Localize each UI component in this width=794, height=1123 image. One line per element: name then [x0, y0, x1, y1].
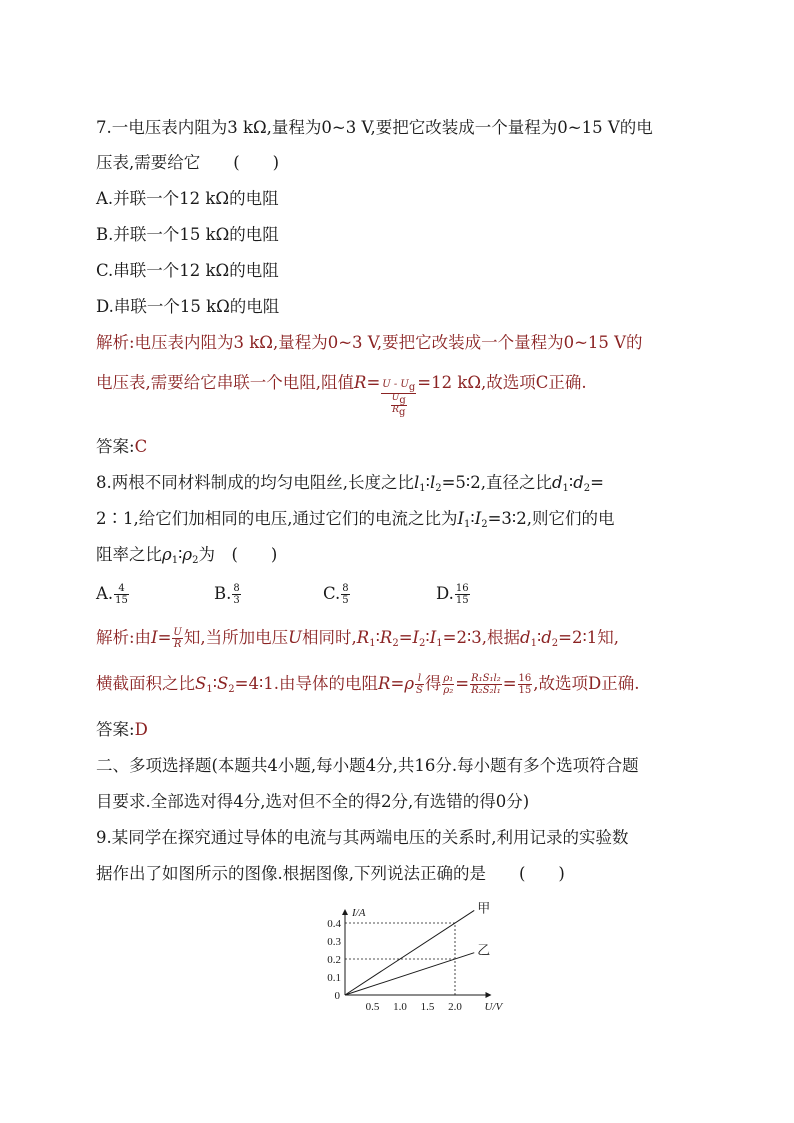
q8-s1b: l	[414, 473, 420, 492]
q8-a1d: 知,当所加电压	[183, 628, 289, 647]
q8-s2c: 1	[464, 519, 471, 530]
q8-a1-fn: U	[173, 627, 182, 638]
q8-answer-value: D	[134, 720, 148, 739]
q8-option-c	[323, 583, 351, 606]
y-tick-label: 0.3	[327, 936, 341, 948]
q8-s2g: =3∶2,则它们的电	[487, 509, 615, 528]
q8-option-d-label: D.	[436, 584, 454, 603]
y-tick-label: 0.1	[327, 972, 341, 984]
q8-option-b-num: 8	[233, 583, 240, 594]
q7-option-b: B.并联一个15 kΩ的电阻	[96, 225, 279, 244]
q8-stem-line2	[96, 508, 614, 536]
q8-stem-line3	[96, 544, 277, 572]
q8-option-d	[436, 583, 471, 606]
q8-stem-line1	[96, 472, 604, 500]
q8-a1v: d	[541, 628, 552, 647]
section2-heading-line1: 二、多项选择题(本题共4小题,每小题4分,共16分.每小题有多个选项符合题	[96, 756, 639, 775]
q8-a2b: S	[195, 674, 207, 693]
q8-a2f: 2	[228, 684, 235, 695]
q8-answer-label: 答案:	[96, 720, 135, 739]
q7-fraction-denominator	[381, 394, 416, 417]
q8-option-a	[96, 583, 130, 606]
q8-s1j: ∶	[568, 473, 574, 492]
x-tick-label: 0.5	[365, 1001, 380, 1013]
q8-s3f: 2	[192, 555, 199, 566]
q8-s1c: 1	[419, 483, 426, 494]
q8-answer	[96, 719, 148, 741]
q7-num-text: U - U	[382, 379, 409, 390]
q8-option-b	[214, 583, 242, 606]
q8-a1r: =2∶3,根据	[442, 628, 520, 647]
q7-analysis-fraction	[381, 379, 416, 417]
q8-a1j: R	[379, 628, 393, 647]
q8-option-b-den: 3	[233, 595, 240, 606]
q7-num-sub: g	[408, 382, 416, 393]
q7-option-c: C.串联一个12 kΩ的电阻	[96, 261, 279, 280]
q8-a2a: 横截面积之比	[96, 674, 195, 693]
q8-s1m: =	[590, 473, 604, 492]
q8-s2f: 2	[481, 519, 488, 530]
q7-option-d: D.串联一个15 kΩ的电阻	[96, 297, 280, 316]
q8-a1m: I	[412, 628, 420, 647]
q8-s1f: 2	[435, 483, 442, 494]
q8-option-d-den: 15	[455, 595, 469, 606]
q8-a2-f2n: ρ₁	[443, 673, 454, 684]
q8-a1h: 1	[369, 638, 376, 649]
q8-s3c: 1	[171, 555, 179, 566]
q8-s1k: d	[573, 473, 584, 492]
q7-analysis-eq: =	[366, 373, 381, 392]
q8-option-c-label: C.	[323, 584, 341, 603]
q8-a1i: ∶	[375, 628, 380, 647]
q8-s1i: 1	[562, 483, 569, 494]
q7-analysis-r: R	[354, 373, 367, 392]
y-axis-label: I/A	[352, 907, 366, 919]
q8-s3e: ρ	[182, 545, 193, 564]
q8-a1-frac	[172, 627, 182, 650]
q8-a1n: 2	[419, 638, 426, 649]
q8-s3d: ∶	[178, 545, 183, 564]
q8-s1g: =5∶2,直径之比	[441, 473, 552, 492]
y-tick-label: 0.2	[327, 954, 341, 966]
q8-option-d-frac	[455, 583, 470, 606]
q8-s1l: 2	[583, 483, 591, 494]
q8-a2-f3n: R₁S₁l₂	[471, 673, 501, 684]
q8-a1s: d	[520, 628, 531, 647]
q8-s2e: I	[474, 509, 482, 528]
q8-option-c-frac	[341, 583, 349, 606]
x-tick-label: 2.0	[448, 1001, 462, 1013]
q8-a1l: =	[398, 628, 413, 647]
q8-s3g: 为 ( )	[198, 545, 278, 564]
q7-stem-line2: 压表,需要给它 ( )	[96, 153, 280, 172]
q7-option-a: A.并联一个12 kΩ的电阻	[96, 189, 279, 208]
q8-a2-frac1	[415, 673, 424, 696]
x-tick-label: 1.0	[393, 1001, 407, 1013]
q8-a2g: =4∶1.由导体的电阻	[234, 674, 379, 693]
y-tick-label: 0.4	[327, 918, 341, 930]
q8-a1c: =	[157, 628, 172, 647]
q8-s2d: ∶	[470, 509, 475, 528]
q9-stem-line1: 9.某同学在探究通过导体的电流与其两端电压的关系时,利用记录的实验数	[96, 828, 629, 847]
q7-inner-num-sub: g	[399, 395, 406, 406]
q8-s2b: I	[457, 509, 465, 528]
q7-inner-den-sub: g	[398, 407, 406, 418]
q8-option-a-frac	[114, 583, 129, 606]
q8-a2-frac3	[470, 673, 502, 696]
q8-a1p: I	[429, 628, 437, 647]
q8-s3a: 阻率之比	[96, 545, 162, 564]
q8-a2l: =	[455, 674, 470, 693]
q7-analysis-tail: =12 kΩ,故选项C正确.	[417, 373, 587, 392]
q8-analysis-line1	[96, 627, 619, 655]
q7-inner-fraction	[391, 394, 407, 417]
q8-a2-f3d: R₂S₂l₁	[471, 685, 501, 696]
q8-option-d-num: 16	[455, 583, 469, 594]
series-label-1: 乙	[477, 943, 491, 959]
q8-a1q: 1	[436, 638, 443, 649]
q7-inner-den	[391, 406, 407, 417]
q8-a1a: 解析:由	[96, 628, 152, 647]
x-axis-label: U/V	[484, 1001, 503, 1013]
q8-option-c-den: 5	[342, 595, 349, 606]
iu-graph	[318, 895, 503, 1020]
origin-label: 0	[334, 990, 340, 1002]
q8-a2c: 1	[206, 684, 213, 695]
q8-a2n: ,故选项D正确.	[533, 674, 640, 693]
q8-a1f: 相同时,	[302, 628, 357, 647]
q8-a1o: ∶	[425, 628, 430, 647]
q8-option-a-den: 15	[115, 595, 128, 606]
q8-option-c-num: 8	[342, 583, 349, 594]
q8-a2d: ∶	[212, 674, 217, 693]
q8-a2-frac2	[442, 673, 454, 696]
q8-a2-f4d: 15	[518, 685, 532, 696]
series-label-0: 甲	[477, 901, 491, 917]
q7-analysis-text: 电压表,需要给它串联一个电阻,阻值	[96, 373, 354, 392]
q8-a1x: =2∶1知,	[558, 628, 620, 647]
section2-heading-line2: 目要求.全部选对得4分,选对但不全的得2分,有选错的得0分)	[96, 792, 530, 811]
q8-a1w: 2	[551, 638, 559, 649]
q8-a2-frac4	[518, 673, 533, 696]
q8-analysis-line2	[96, 673, 639, 701]
q7-inner-num-text: U	[391, 393, 400, 403]
q8-s3b: ρ	[162, 545, 172, 564]
q9-stem-line2: 据作出了如图所示的图像.根据图像,下列说法正确的是 ( )	[96, 864, 565, 883]
q8-a1-fd: R	[173, 639, 182, 650]
q7-stem-line1: 7.一电压表内阻为3 kΩ,量程为0~3 V,要把它改装成一个量程为0~15 V的电	[96, 118, 653, 137]
q8-a1b: I	[151, 628, 158, 647]
q8-a2-f1d: S	[416, 685, 423, 696]
q7-analysis-line2	[96, 372, 587, 417]
q8-a2k: 得	[424, 674, 442, 693]
q8-s2a: 2∶1,给它们加相同的电压,通过它们的电流之比为	[96, 509, 458, 528]
q8-a2j: ρ	[404, 674, 415, 693]
q8-a2-f1n: l	[415, 673, 424, 685]
q7-answer-value: C	[134, 437, 148, 456]
q8-a2-f4n: 16	[518, 673, 532, 684]
q8-s1h: d	[551, 473, 563, 492]
q7-answer	[96, 436, 147, 458]
q8-option-b-frac	[232, 583, 240, 606]
q8-a2h: R	[378, 674, 391, 693]
q8-a2-f2d: ρ₂	[443, 685, 454, 696]
q8-a1t: 1	[530, 638, 537, 649]
q7-fraction-numerator	[381, 379, 416, 394]
q7-answer-label: 答案:	[96, 437, 135, 456]
q8-a1g: R	[356, 628, 370, 647]
q7-inner-den-text: R	[392, 405, 399, 415]
q8-option-a-num: 4	[114, 583, 129, 595]
q8-a2i: =	[390, 674, 405, 693]
q8-option-a-label: A.	[96, 584, 114, 603]
q8-a1u: ∶	[536, 628, 542, 647]
q8-s1a: 8.两根不同材料制成的均匀电阻丝,长度之比	[96, 473, 414, 492]
q7-analysis-line1: 解析:电压表内阻为3 kΩ,量程为0~3 V,要把它改装成一个量程为0~15 V的	[96, 333, 643, 352]
x-tick-label: 1.5	[420, 1001, 435, 1013]
q8-a1e: U	[288, 628, 303, 647]
q8-option-b-label: B.	[214, 584, 232, 603]
q8-a2m: =	[502, 674, 517, 693]
q8-a1k: 2	[392, 638, 399, 649]
q8-s1d: ∶	[425, 473, 430, 492]
q8-a2e: S	[216, 674, 229, 693]
q8-s1e: l	[429, 473, 436, 492]
